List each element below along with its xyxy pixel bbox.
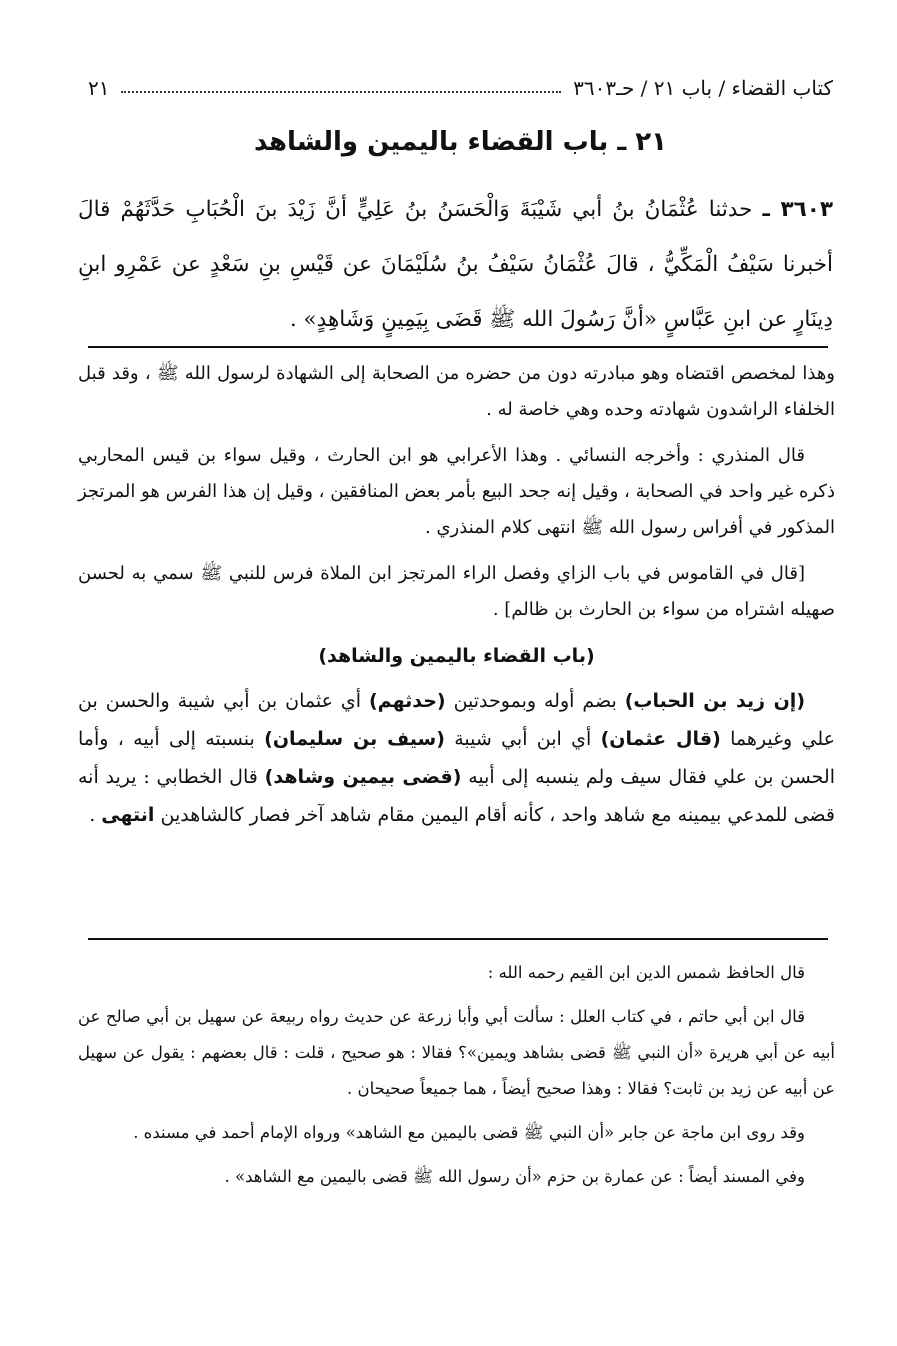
section-sub-heading: (باب القضاء باليمين والشاهد) (318, 645, 595, 667)
chapter-heading: ٢١ ـ باب القضاء باليمين والشاهد (253, 127, 668, 157)
commentary-paragraph-1: وهذا لمخصص اقتضاه وهو مبادرته دون من حضره من الصحابة إلى الشهادة لرسول الله ﷺ ، وقد قبل الخلفاء الراشدون شهادته وحده وهي خاصة له . (78, 363, 835, 420)
sharh-keyword: (إن زيد بن الحباب) (624, 690, 806, 712)
sharh-text: . (89, 804, 102, 826)
sharh-keyword: (قال عثمان) (600, 728, 721, 750)
divider-bottom (88, 938, 828, 940)
qayyim-paragraph-1: قال ابن أبي حاتم ، في كتاب العلل : سألت أبي وأبا زرعة عن حديث رواه ربيعة عن سهيل بن أبي صالح عن أبيه عن أبي هريرة «أن النبي ﷺ قضى بشاهد ويمين»؟ فقالا : هو صحيح ، قلت : قال بعضهم : يقول عن سهيل عن أبيه عن زيد بن ثابت؟ فقالا : وهذا صحيح أيضاً ، هما جميعاً صحيحان . (78, 1007, 835, 1098)
divider-top (88, 346, 828, 348)
sharh-text: قال الخطابي : يريد أنه قضى للمدعي بيمينه مع شاهد واحد ، كأنه أقام اليمين مقام شاهد آخر فصار كالشاهدين (78, 766, 835, 826)
sharh-keyword: (حدثهم) (369, 690, 446, 712)
sharh-text: بنسبته إلى أبيه ، وأما الحسن بن علي فقال سيف ولم ينسبه إلى أبيه (78, 728, 835, 788)
commentary-paragraph-2: قال المنذري : وأخرجه النسائي . وهذا الأعرابي هو ابن الحارث ، وقيل سواء بن قيس المحاربي ذكره غير واحد في الصحابة ، وقيل إنه جحد البيع بأمر بعض المنافقين ، وقيل إن هذا الفرس هو المرتجز المذكور في أفراس رسول الله ﷺ انتهى كلام المنذري . (78, 445, 835, 538)
hadith-text-block (78, 182, 833, 347)
header-dot-leader (121, 83, 561, 93)
sharh-keyword: انتهى (101, 804, 155, 826)
sharh-keyword: (قضى بيمين وشاهد) (264, 766, 462, 788)
sharh-paragraph (78, 682, 835, 834)
hadith-text: حدثنا عُثْمَانُ بنُ أبي شَيْبَةَ وَالْحَسَنُ بنُ عَلِيٍّ أنَّ زَيْدَ بنَ الْحُبَابِ حَدَّثَهُمْ قالَ أخبرنا سَيْفُ الْمَكِّيُّ ، قالَ عُثْمَانُ سَيْفُ بنُ سُلَيْمَانَ عن قَيْسِ بنِ سَعْدٍ عن عَمْرِو ابنِ دِينَارٍ عن ابنِ عَبَّاسٍ «أنَّ رَسُولَ الله ﷺ قَضَى بِيَمِينٍ وَشَاهِدٍ» . (78, 197, 833, 332)
commentary-paragraph-3: [قال في القاموس في باب الزاي وفصل الراء المرتجز ابن الملاة فرس للنبي ﷺ سمي به لحسن صهيله اشتراه من سواء بن الحارث بن ظالم] . (78, 563, 835, 620)
commentary-section (78, 356, 835, 844)
hadith-number: ٣٦٠٣ ـ (762, 197, 833, 222)
header-title: كتاب القضاء / باب ٢١ / حـ٣٦٠٣ (573, 76, 833, 100)
sharh-text: أي ابن أبي شيبة (444, 728, 601, 750)
qayyim-paragraph-2: وقد روى ابن ماجة عن جابر «أن النبي ﷺ قضى باليمين مع الشاهد» ورواه الإمام أحمد في مسنده . (133, 1123, 805, 1142)
sharh-keyword: (سيف بن سليمان) (264, 728, 445, 750)
page-number: ٢١ (88, 76, 110, 100)
running-header (88, 68, 833, 108)
ibn-qayyim-section (78, 955, 835, 1203)
sharh-text: أي عثمان بن أبي شيبة والحسن بن علي وغيرهما (78, 690, 835, 750)
qayyim-paragraph-3: وفي المسند أيضاً : عن عمارة بن حزم «أن رسول الله ﷺ قضى باليمين مع الشاهد» . (224, 1167, 805, 1186)
qayyim-intro: قال الحافظ شمس الدين ابن القيم رحمه الله : (487, 963, 805, 982)
sharh-text: بضم أوله وبموحدتين (445, 690, 625, 712)
